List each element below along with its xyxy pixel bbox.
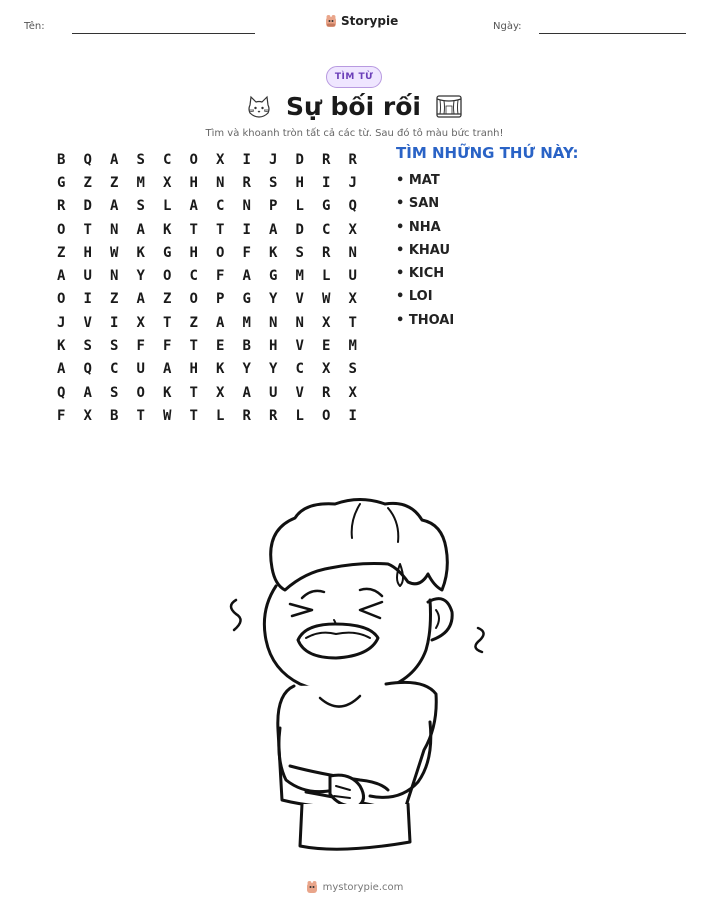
grid-letter[interactable]: Y (269, 361, 278, 378)
grid-letter[interactable]: A (136, 291, 145, 308)
grid-letter[interactable]: J (57, 314, 66, 331)
grid-letter[interactable]: A (57, 361, 66, 378)
grid-letter[interactable]: H (83, 244, 92, 261)
grid-letter[interactable]: S (110, 338, 119, 355)
grid-letter[interactable]: O (189, 291, 198, 308)
grid-letter[interactable]: A (189, 198, 198, 215)
word-list (396, 172, 454, 335)
grid-letter[interactable]: A (216, 314, 225, 331)
grid-letter[interactable]: C (322, 221, 331, 238)
name-label: Tên: (24, 21, 45, 32)
grid-letter[interactable]: G (242, 291, 251, 308)
grid-letter[interactable]: T (189, 221, 198, 238)
grid-row (48, 381, 366, 404)
grid-letter[interactable]: N (110, 221, 119, 238)
grid-letter[interactable]: P (269, 198, 278, 215)
grid-letter[interactable]: G (163, 244, 172, 261)
word-list-title: TÌM NHỮNG THỨ NÀY: (396, 144, 579, 162)
grid-letter[interactable]: L (295, 198, 304, 215)
grid-letter[interactable]: I (348, 407, 357, 424)
storypie-footer-icon (306, 880, 318, 894)
grid-letter[interactable]: O (136, 384, 145, 401)
grid-letter[interactable]: A (83, 384, 92, 401)
grid-letter[interactable]: A (110, 151, 119, 168)
grid-row (48, 148, 366, 171)
grid-letter[interactable]: X (348, 291, 357, 308)
grid-letter[interactable]: Y (269, 291, 278, 308)
footer (0, 880, 709, 894)
grid-letter[interactable]: O (57, 221, 66, 238)
grid-letter[interactable]: L (216, 407, 225, 424)
word-list-item: • SAN (396, 196, 440, 212)
grid-letter[interactable]: Z (83, 174, 92, 191)
grid-letter[interactable]: X (216, 384, 225, 401)
grid-letter[interactable]: R (322, 384, 331, 401)
grid-letter[interactable]: I (110, 314, 119, 331)
grid-letter[interactable]: B (57, 151, 66, 168)
grid-letter[interactable]: H (189, 361, 198, 378)
grid-letter[interactable]: N (348, 244, 357, 261)
word-list-item: • NHA (396, 219, 441, 235)
grid-letter[interactable]: R (57, 198, 66, 215)
grid-row (48, 241, 366, 264)
grid-letter[interactable]: X (348, 384, 357, 401)
name-line (72, 33, 255, 34)
grid-letter[interactable]: U (348, 268, 357, 285)
grid-letter[interactable]: H (189, 244, 198, 261)
grid-letter[interactable]: X (163, 174, 172, 191)
grid-letter[interactable]: A (242, 268, 251, 285)
grid-letter[interactable]: B (242, 338, 251, 355)
grid-letter[interactable]: R (269, 407, 278, 424)
grid-letter[interactable]: A (110, 198, 119, 215)
grid-letter[interactable]: K (136, 244, 145, 261)
grid-letter[interactable]: Q (83, 361, 92, 378)
grid-letter[interactable]: R (242, 407, 251, 424)
grid-letter[interactable]: C (216, 198, 225, 215)
grid-row (48, 171, 366, 194)
grid-letter[interactable]: Y (242, 361, 251, 378)
grid-row (48, 404, 366, 427)
title-row (0, 92, 709, 121)
grid-letter[interactable]: I (83, 291, 92, 308)
grid-letter[interactable]: Q (83, 151, 92, 168)
word-list-item: • THOAI (396, 312, 455, 328)
grid-letter[interactable]: Y (136, 268, 145, 285)
grid-letter[interactable]: C (110, 361, 119, 378)
grid-letter[interactable]: L (322, 268, 331, 285)
grid-letter[interactable]: F (163, 338, 172, 355)
grid-letter[interactable]: T (189, 338, 198, 355)
word-list-item: • KHAU (396, 242, 451, 258)
grid-letter[interactable]: O (216, 244, 225, 261)
grid-letter[interactable]: O (189, 151, 198, 168)
grid-row (48, 264, 366, 287)
grid-letter[interactable]: T (136, 407, 145, 424)
grid-letter[interactable]: N (242, 198, 251, 215)
grid-letter[interactable]: C (189, 268, 198, 285)
word-list-item: • KICH (396, 266, 445, 282)
grid-letter[interactable]: J (269, 151, 278, 168)
grid-letter[interactable]: X (136, 314, 145, 331)
grid-letter[interactable]: A (57, 268, 66, 285)
grid-letter[interactable]: Z (110, 174, 119, 191)
grid-letter[interactable]: N (216, 174, 225, 191)
grid-letter[interactable]: U (269, 384, 278, 401)
grid-letter[interactable]: B (110, 407, 119, 424)
category-badge: TÌM TỪ (326, 66, 382, 88)
brand-logo (325, 14, 398, 28)
grid-letter[interactable]: V (295, 384, 304, 401)
page-title: Sự bối rối (286, 92, 421, 121)
grid-letter[interactable]: U (83, 268, 92, 285)
grid-letter[interactable]: K (269, 244, 278, 261)
grid-letter[interactable]: T (83, 221, 92, 238)
word-list-item: • LOI (396, 289, 433, 305)
grid-letter[interactable]: E (216, 338, 225, 355)
storypie-logo-icon (325, 14, 337, 28)
grid-letter[interactable]: R (242, 174, 251, 191)
grid-letter[interactable]: V (295, 291, 304, 308)
grid-letter[interactable]: D (295, 221, 304, 238)
grid-letter[interactable]: X (322, 314, 331, 331)
grid-letter[interactable]: Z (163, 291, 172, 308)
grid-letter[interactable]: D (83, 198, 92, 215)
grid-row (48, 311, 366, 334)
grid-letter[interactable]: F (216, 268, 225, 285)
grid-letter[interactable]: S (110, 384, 119, 401)
grid-letter[interactable]: C (163, 151, 172, 168)
grid-letter[interactable]: Z (57, 244, 66, 261)
grid-letter[interactable]: R (348, 151, 357, 168)
footer-url: mystorypie.com (322, 881, 404, 893)
grid-letter[interactable]: G (57, 174, 66, 191)
grid-letter[interactable]: M (295, 268, 304, 285)
grid-row (48, 334, 366, 357)
grid-row (48, 195, 366, 218)
grid-letter[interactable]: V (295, 338, 304, 355)
grid-letter[interactable]: G (322, 198, 331, 215)
grid-letter[interactable]: K (216, 361, 225, 378)
grid-letter[interactable]: X (348, 221, 357, 238)
date-label: Ngày: (493, 21, 522, 32)
grid-letter[interactable]: K (163, 221, 172, 238)
grid-row (48, 288, 366, 311)
grid-letter[interactable]: S (83, 338, 92, 355)
grid-letter[interactable]: T (163, 314, 172, 331)
grid-letter[interactable]: N (110, 268, 119, 285)
word-search-grid (48, 148, 366, 428)
grid-letter[interactable]: W (163, 407, 172, 424)
theater-stage-icon (435, 94, 463, 120)
grid-letter[interactable]: Q (57, 384, 66, 401)
grid-letter[interactable]: A (242, 384, 251, 401)
grid-letter[interactable]: X (322, 361, 331, 378)
grid-letter[interactable]: H (295, 174, 304, 191)
grid-letter[interactable]: N (269, 314, 278, 331)
grid-letter[interactable]: W (110, 244, 119, 261)
confused-boy-illustration (210, 490, 500, 860)
grid-letter[interactable]: J (348, 174, 357, 191)
word-list-item: • MAT (396, 173, 440, 188)
grid-letter[interactable]: R (322, 244, 331, 261)
grid-letter[interactable]: O (57, 291, 66, 308)
grid-letter[interactable]: L (163, 198, 172, 215)
grid-letter[interactable]: O (322, 407, 331, 424)
grid-letter[interactable]: X (83, 407, 92, 424)
cat-icon (246, 95, 272, 119)
grid-letter[interactable]: G (269, 268, 278, 285)
grid-letter[interactable]: F (242, 244, 251, 261)
grid-letter[interactable]: S (295, 244, 304, 261)
grid-row (48, 218, 366, 241)
grid-letter[interactable]: H (189, 174, 198, 191)
grid-letter[interactable]: N (295, 314, 304, 331)
grid-letter[interactable]: A (136, 221, 145, 238)
grid-letter[interactable]: R (322, 151, 331, 168)
grid-letter[interactable]: K (163, 384, 172, 401)
grid-letter[interactable]: W (322, 291, 331, 308)
grid-letter[interactable]: K (57, 338, 66, 355)
grid-letter[interactable]: A (269, 221, 278, 238)
grid-letter[interactable]: I (242, 221, 251, 238)
grid-letter[interactable]: C (295, 361, 304, 378)
grid-letter[interactable]: D (295, 151, 304, 168)
grid-letter[interactable]: O (163, 268, 172, 285)
grid-letter[interactable]: F (57, 407, 66, 424)
grid-letter[interactable]: P (216, 291, 225, 308)
grid-letter[interactable]: Z (189, 314, 198, 331)
grid-letter[interactable]: Q (348, 198, 357, 215)
grid-letter[interactable]: I (242, 151, 251, 168)
instructions: Tìm và khoanh tròn tất cả các từ. Sau đó tô màu bức tranh! (205, 128, 504, 139)
grid-letter[interactable]: M (136, 174, 145, 191)
grid-letter[interactable]: M (348, 338, 357, 355)
grid-letter[interactable]: Z (110, 291, 119, 308)
grid-letter[interactable]: S (348, 361, 357, 378)
grid-letter[interactable]: I (322, 174, 331, 191)
grid-row (48, 358, 366, 381)
grid-letter[interactable]: A (163, 361, 172, 378)
grid-letter[interactable]: T (348, 314, 357, 331)
grid-letter[interactable]: L (295, 407, 304, 424)
brand-name: Storypie (341, 14, 399, 28)
grid-letter[interactable]: T (189, 384, 198, 401)
grid-letter[interactable]: E (322, 338, 331, 355)
grid-letter[interactable]: F (136, 338, 145, 355)
grid-letter[interactable]: V (83, 314, 92, 331)
grid-letter[interactable]: S (136, 151, 145, 168)
grid-letter[interactable]: M (242, 314, 251, 331)
grid-letter[interactable]: T (216, 221, 225, 238)
grid-letter[interactable]: T (189, 407, 198, 424)
date-line (539, 33, 686, 34)
grid-letter[interactable]: X (216, 151, 225, 168)
grid-letter[interactable]: S (136, 198, 145, 215)
grid-letter[interactable]: U (136, 361, 145, 378)
grid-letter[interactable]: S (269, 174, 278, 191)
grid-letter[interactable]: H (269, 338, 278, 355)
